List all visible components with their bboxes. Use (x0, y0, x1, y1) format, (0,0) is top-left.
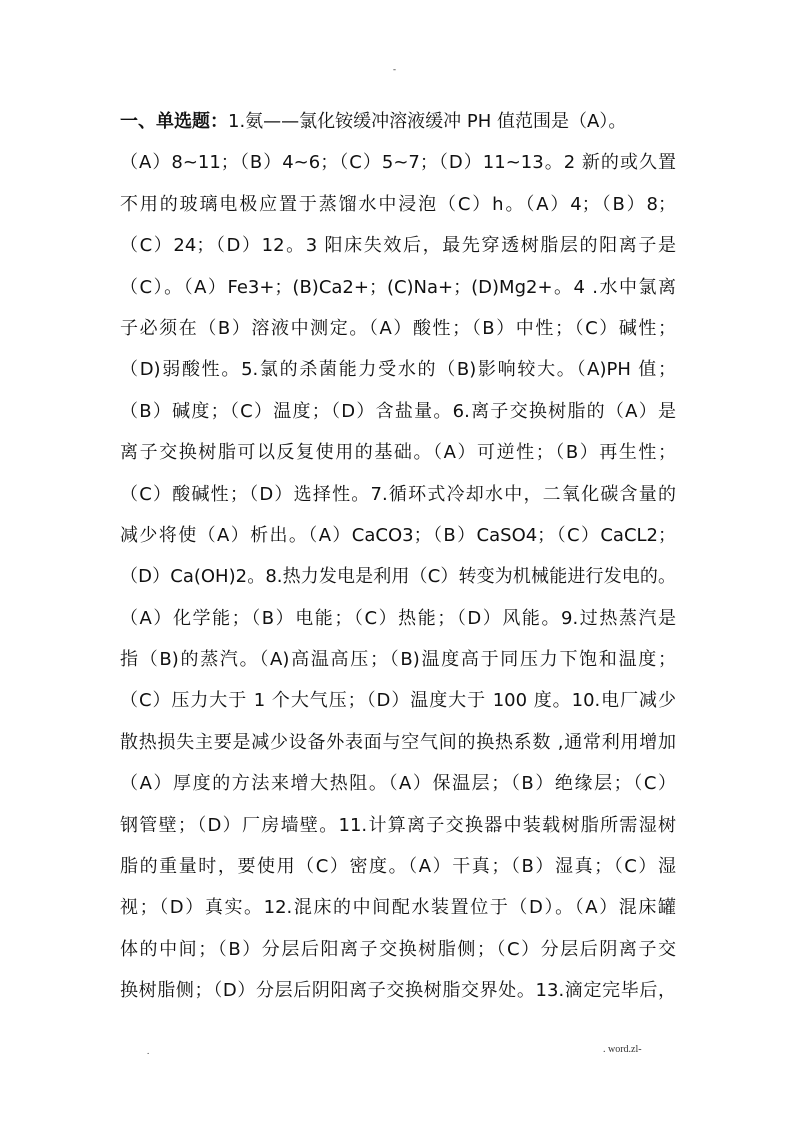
text-line-4: （C）24；（D）12。3 阳床失效后，最先穿透树脂层的阳离子是 (120, 235, 676, 257)
section-heading: 一、单选题： (120, 111, 228, 132)
text-line-14: 指（B)的蒸汽。（A)高温高压；（B)温度高于同压力下饱和温度； (120, 649, 676, 671)
document-body (120, 101, 676, 1012)
text-line-21: 体的中间；（B）分层后阳离子交换树脂侧；（C）分层后阴离子交 (120, 938, 676, 960)
text-line-6: 子必须在（B）溶液中测定。（A）酸性；（B）中性；（C）碱性； (120, 317, 676, 339)
text-line-8: （B）碱度；（C）温度；（D）含盐量。6.离子交换树脂的（A）是 (120, 400, 676, 422)
text-line-19: 脂的重量时，要使用（C）密度。（A）干真；（B）湿真；（C）湿 (120, 856, 676, 878)
text-line-1 (120, 101, 676, 142)
text-line-9: 离子交换树脂可以反复使用的基础。（A）可逆性；（B）再生性； (120, 442, 676, 464)
text-line-5: （C）。（A）Fe3+；(B)Ca2+；(C)Na+；(D)Mg2+。4 .水中氯离 (120, 276, 676, 298)
text-line-2: （A）8~11；（B）4~6；（C）5~7；（D）11~13。2 新的或久置 (120, 152, 676, 174)
text-line-10: （C）酸碱性；（D）选择性。7.循环式冷却水中，二氧化碳含量的 (120, 483, 676, 505)
footer-right-mark: . word.zl- (603, 1044, 642, 1055)
text-line-13: （A）化学能；（B）电能；（C）热能；（D）风能。9.过热蒸汽是 (120, 607, 676, 629)
text-line-18: 钢管壁；（D）厂房墙壁。11.计算离子交换器中装载树脂所需湿树 (120, 814, 676, 836)
question-text: 1.氨——氯化铵缓冲溶液缓冲 PH 值范围是（A）。 (228, 111, 627, 132)
text-line-3: 不用的玻璃电极应置于蒸馏水中浸泡（C）h。（A）4；（B）8； (120, 193, 676, 215)
footer-left-mark: . (147, 1046, 150, 1056)
header-mark: - (393, 64, 396, 74)
text-line-12: （D）Ca(OH)2。8.热力发电是利用（C）转变为机械能进行发电的。 (120, 566, 676, 588)
text-line-15: （C）压力大于 1 个大气压；（D）温度大于 100 度。10.电厂减少 (120, 690, 676, 712)
text-line-17: （A）厚度的方法来增大热阻。（A）保温层；（B）绝缘层；（C） (120, 773, 676, 795)
text-line-22: 换树脂侧；（D）分层后阴阳离子交换树脂交界处。13.滴定完毕后， (120, 980, 676, 1002)
text-line-20: 视；（D）真实。12.混床的中间配水装置位于（D）。（A）混床罐 (120, 897, 676, 919)
text-line-7: （D)弱酸性。5.氯的杀菌能力受水的（B)影响较大。（A)PH 值； (120, 359, 676, 381)
text-line-16: 散热损失主要是减少设备外表面与空气间的换热系数 ,通常利用增加 (120, 731, 676, 753)
text-line-11: 减少将使（A）析出。（A）CaCO3；（B）CaSO4；（C）CaCL2； (120, 524, 676, 546)
